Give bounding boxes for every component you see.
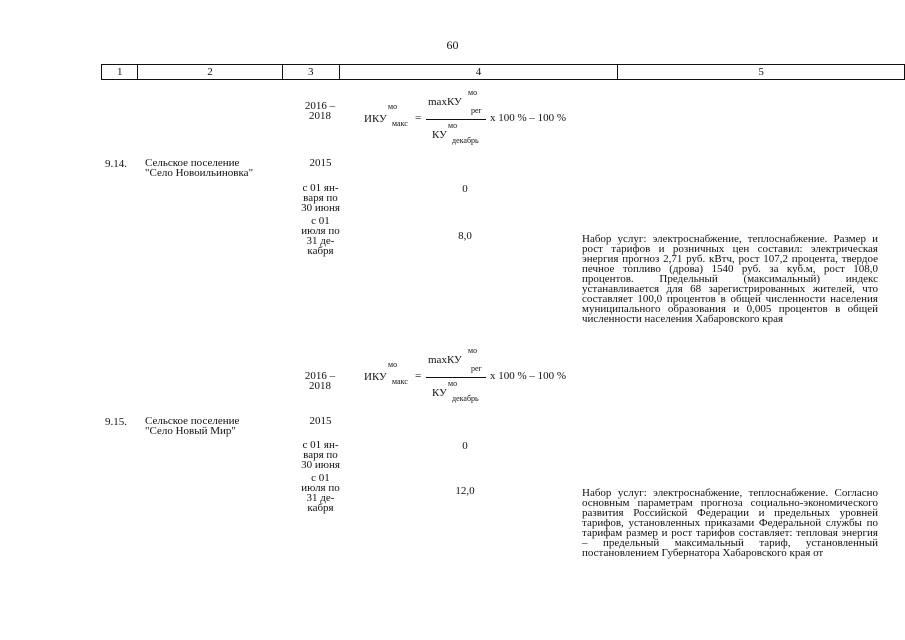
formula-num-sup: мо [468, 88, 478, 97]
formula-num-sup: мо [468, 346, 478, 355]
formula-eq: = [415, 370, 422, 382]
page-number: 60 [446, 38, 459, 52]
row-year-9-14: 2015 [309, 157, 332, 169]
col-header-3: 3 [282, 65, 339, 80]
formula-eq: = [415, 112, 422, 124]
formula-1 [360, 88, 580, 148]
value-2-9-15: 12,0 [455, 485, 475, 497]
period-1-9-14: с 01 ян- варя по 30 июня [301, 182, 340, 214]
col-header-5: 5 [618, 65, 905, 80]
formula-lhs-sup: мо [388, 360, 398, 369]
col-header-1: 1 [102, 65, 138, 80]
col-header-2: 2 [138, 65, 282, 80]
formula-den-sub: декабрь [452, 136, 479, 145]
formula-lhs: ИКУ [364, 113, 387, 125]
formula-num-sub: рег [471, 106, 482, 115]
formula-numerator: maxКУ [428, 354, 462, 366]
value-1-9-14: 0 [462, 183, 468, 195]
formula-lhs-sup: мо [388, 102, 398, 111]
formula-2 [360, 346, 580, 406]
col-header-4: 4 [339, 65, 617, 80]
row-note-9-14: Набор услуг: электроснабжение, теплоснабжение. Размер и рост тарифов и розничных цен составил: электрическая энергия прогноз 2,71 руб. кВтч, рост 107,2 процента, твердое печное топливо (дрова) 1540 руб. за куб.м, рост 108,0 процентов. Предельный (максимальный) индекс устанавливается для 68 зарегистрированных жителей, что составляет 100,0 процентов в общей численности населения муниципального образования и 0,005 процентов в общей численности населения Хабаровского края [582, 233, 878, 325]
period-2-9-14: с 01 июля по 31 де- кабря [301, 215, 340, 257]
value-2-9-14: 8,0 [458, 230, 472, 242]
row-note-9-15: Набор услуг: электроснабжение, теплоснабжение. Согласно основным параметрам прогноза социально-экономического развития Российской Федерации и предельных уровней тарифов, установленных приказами Федеральной службы по тарифам размер и рост тарифов составляет: тепловая энергия – предельный максимальный тариф, установленный постановлением Губернатора Хабаровского края от [582, 487, 878, 559]
row-name-9-14: Сельское поселение "Село Новоильиновка" [145, 157, 254, 179]
value-1-9-15: 0 [462, 440, 468, 452]
period-formula-2: 2016 – 2018 [304, 370, 336, 392]
formula-lhs: ИКУ [364, 371, 387, 383]
formula-den-sub: декабрь [452, 394, 479, 403]
row-number-9-15: 9.15. [105, 416, 127, 428]
formula-tail: х 100 % – 100 % [490, 370, 567, 382]
period-1-9-15: с 01 ян- варя по 30 июня [301, 439, 340, 471]
formula-denominator: КУ [432, 129, 447, 141]
row-year-9-15: 2015 [309, 415, 332, 427]
formula-num-sub: рег [471, 364, 482, 373]
column-header-row [101, 64, 905, 80]
row-number-9-14: 9.14. [105, 158, 127, 170]
formula-tail: х 100 % – 100 % [490, 112, 567, 124]
period-formula-1: 2016 – 2018 [304, 100, 336, 122]
period-2-9-15: с 01 июля по 31 де- кабря [301, 472, 340, 514]
formula-lhs-sub: макс [392, 377, 408, 386]
formula-numerator: maxКУ [428, 96, 462, 108]
row-name-9-15: Сельское поселение "Село Новый Мир" [145, 415, 240, 437]
formula-denominator: КУ [432, 387, 447, 399]
formula-lhs-sub: макс [392, 119, 408, 128]
formula-den-sup: мо [448, 379, 458, 388]
formula-den-sup: мо [448, 121, 458, 130]
